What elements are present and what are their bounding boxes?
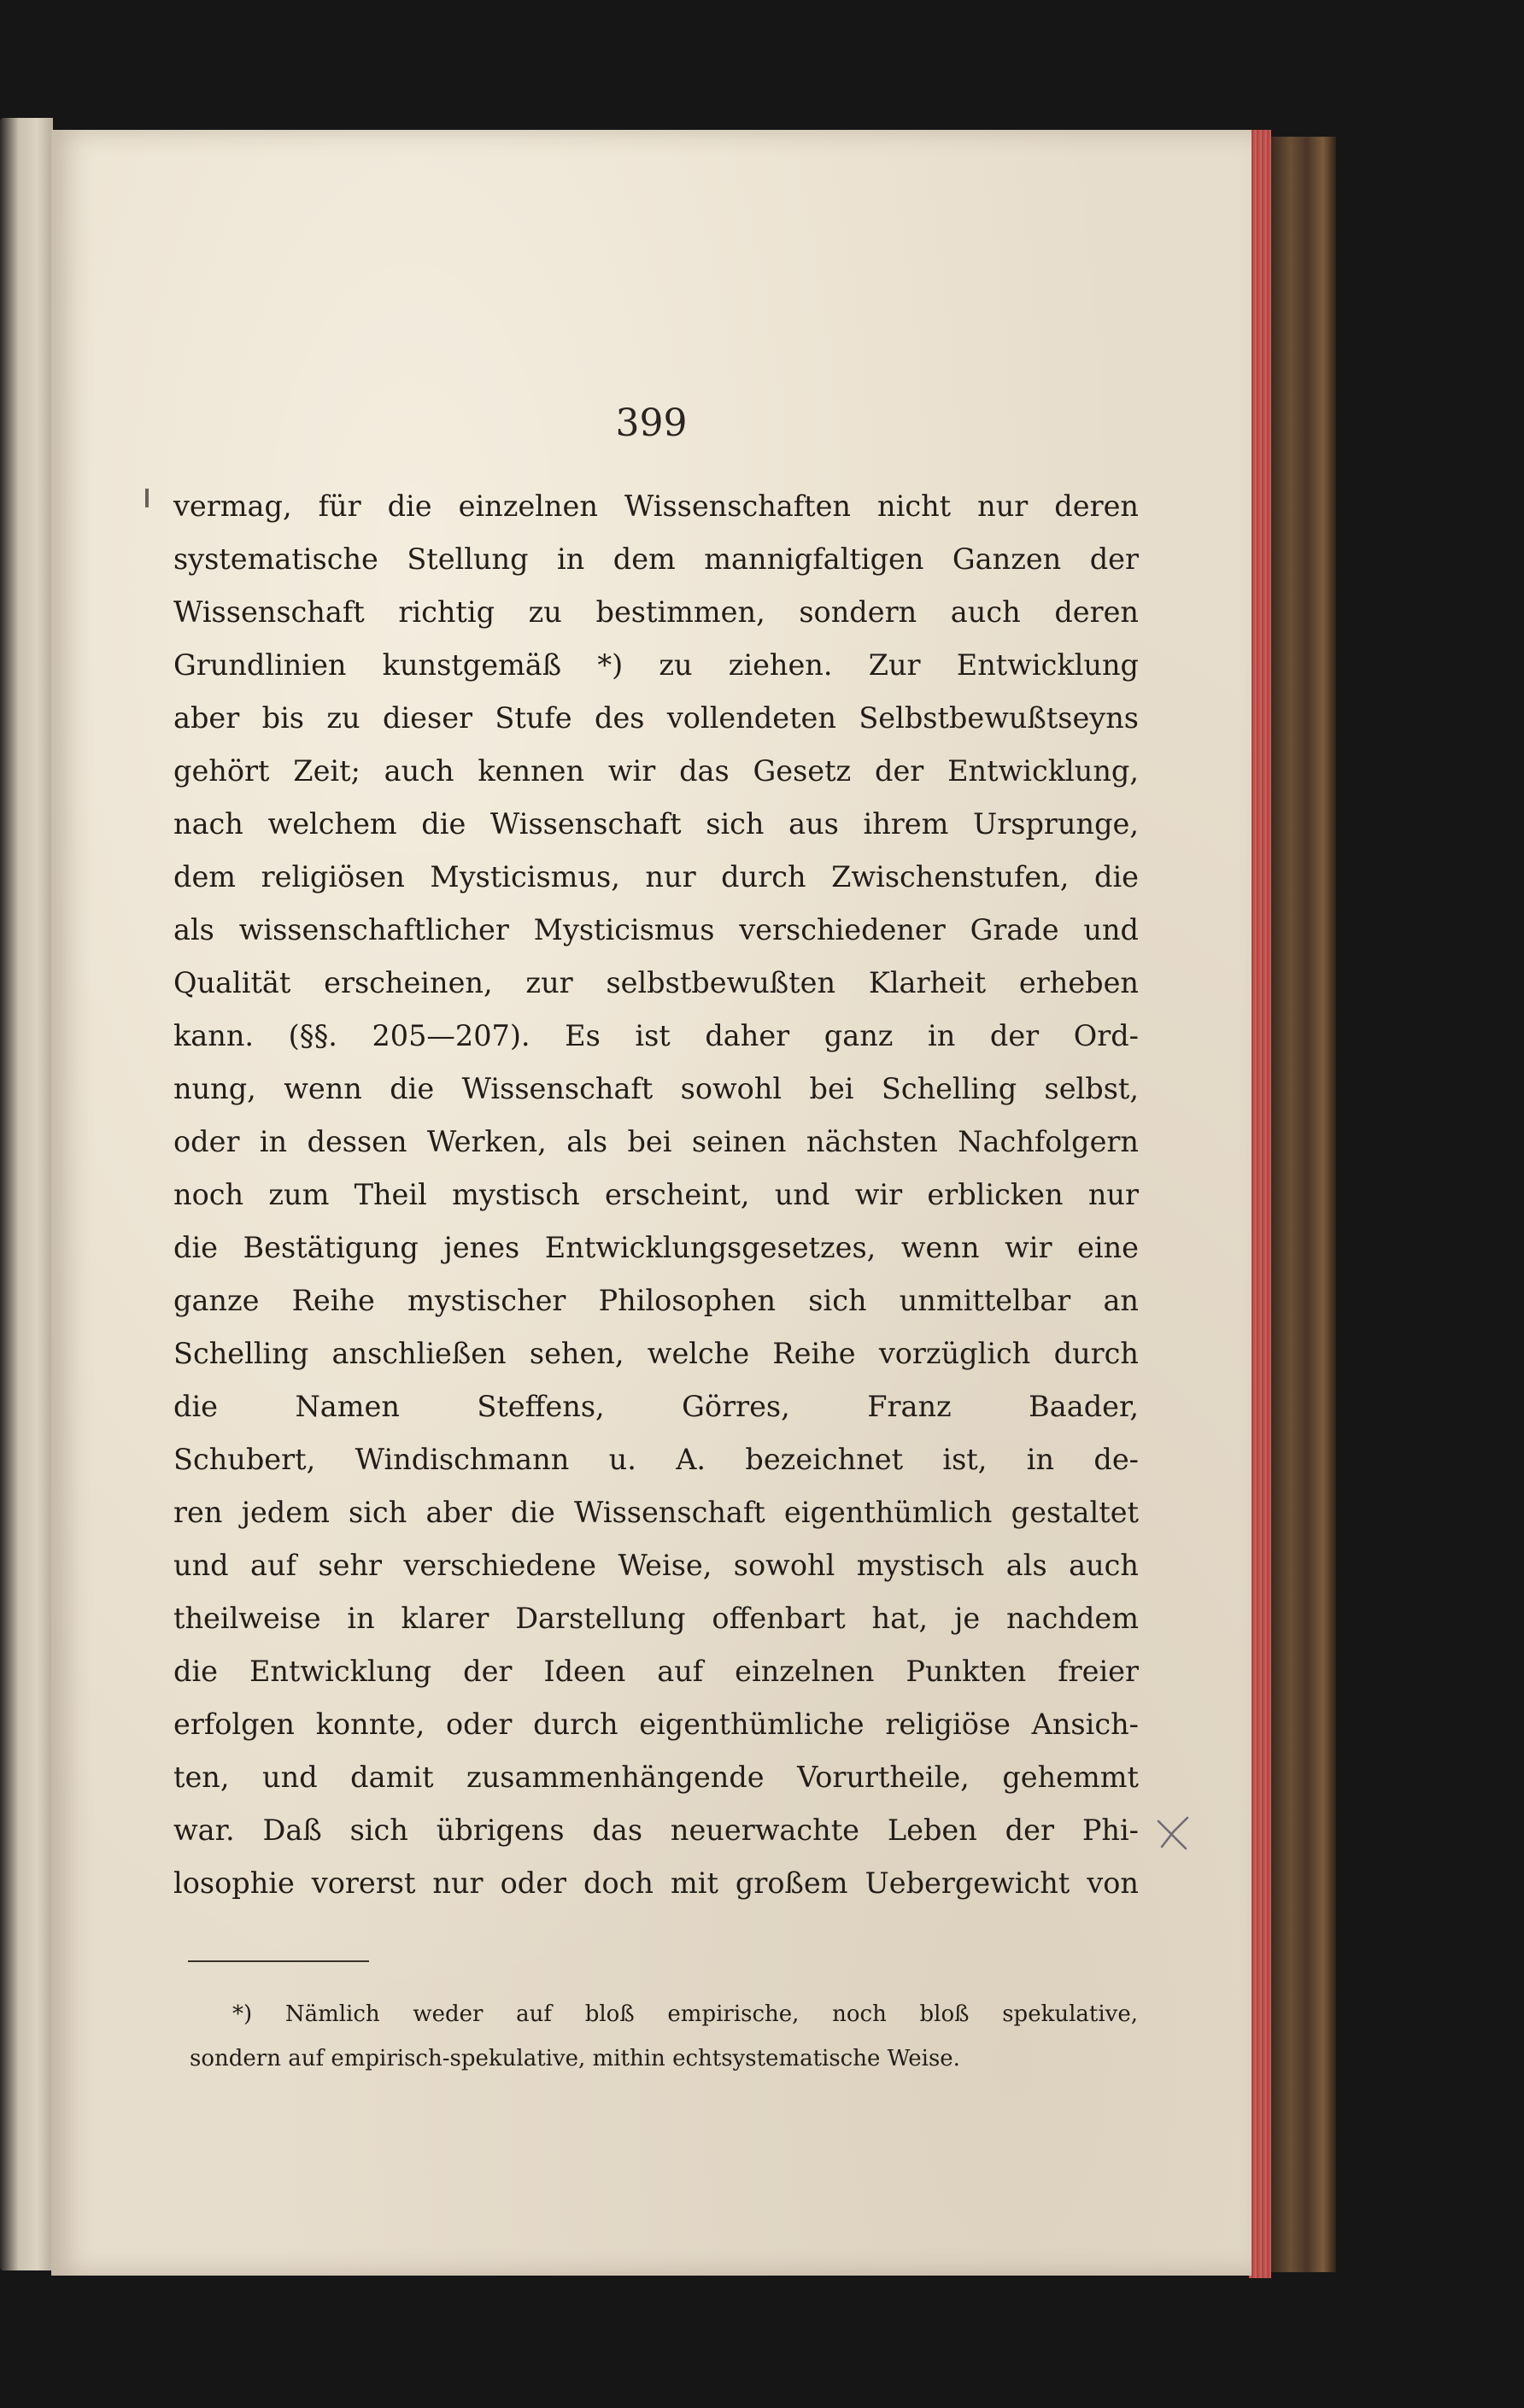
text-line: die Bestätigung jenes Entwicklungsgesetzes, wenn wir eine <box>173 1231 1139 1264</box>
margin-tick-mark <box>145 489 149 507</box>
text-line: Grundlinien kunstgemäß *) zu ziehen. Zur Entwicklung <box>173 648 1139 682</box>
text-line: nach welchem die Wissenschaft sich aus ihrem Ursprunge, <box>173 807 1139 841</box>
footnote <box>190 1992 1138 2081</box>
text-line: vermag, für die einzelnen Wissenschaften nicht nur deren <box>173 489 1139 523</box>
text-line: war. Daß sich übrigens das neuerwachte Leben der Phi- <box>173 1813 1139 1847</box>
body-text <box>173 480 1139 1910</box>
text-line: nung, wenn die Wissenschaft sowohl bei Schelling selbst, <box>173 1072 1139 1105</box>
text-line: die Namen Steffens, Görres, Franz Baader, <box>173 1390 1139 1423</box>
text-line: Qualität erscheinen, zur selbstbewußten Klarheit erheben <box>173 966 1139 999</box>
text-line: Schubert, Windischmann u. A. bezeichnet ist, in de- <box>173 1443 1139 1476</box>
text-line: Wissenschaft richtig zu bestimmen, sondern auch deren <box>173 595 1139 629</box>
book-page <box>51 130 1251 2276</box>
text-line: systematische Stellung in dem mannigfaltigen Ganzen der <box>173 542 1139 576</box>
red-page-edges <box>1249 130 1271 2278</box>
text-line: aber bis zu dieser Stufe des vollendeten Selbstbewußtseyns <box>173 701 1139 735</box>
text-line: ren jedem sich aber die Wissenschaft eigenthümlich gestaltet <box>173 1496 1139 1529</box>
left-page-edge <box>0 118 53 2270</box>
text-line: ganze Reihe mystischer Philosophen sich unmittelbar an <box>173 1284 1139 1317</box>
pencil-x-mark-icon <box>1153 1814 1193 1854</box>
text-line: dem religiösen Mysticismus, nur durch Zwischenstufen, die <box>173 860 1139 893</box>
text-line: kann. (§§. 205—207). Es ist daher ganz in der Ord- <box>173 1019 1139 1052</box>
text-line: gehört Zeit; auch kennen wir das Gesetz der Entwicklung, <box>173 754 1139 788</box>
text-line: Schelling anschließen sehen, welche Reihe vorzüglich durch <box>173 1337 1139 1370</box>
text-line: theilweise in klarer Darstellung offenbart hat, je nachdem <box>173 1602 1139 1635</box>
text-line: ten, und damit zusammenhängende Vorurtheile, gehemmt <box>173 1761 1139 1794</box>
footnote-separator <box>188 1960 369 1962</box>
text-line: als wissenschaftlicher Mysticismus verschiedener Grade und <box>173 913 1139 946</box>
text-line: losophie vorerst nur oder doch mit großem Uebergewicht von <box>173 1866 1139 1900</box>
text-line: erfolgen konnte, oder durch eigenthümliche religiöse Ansich- <box>173 1708 1139 1741</box>
text-line: die Entwicklung der Ideen auf einzelnen Punkten freier <box>173 1655 1139 1688</box>
footnote-line: sondern auf empirisch-spekulative, mithin echtsystematische Weise. <box>190 2046 960 2071</box>
text-line: oder in dessen Werken, als bei seinen nächsten Nachfolgern <box>173 1125 1139 1158</box>
footnote-line: *) Nämlich weder auf bloß empirische, noch bloß spekulative, <box>232 2001 1138 2027</box>
book-cover-edge <box>1271 137 1336 2272</box>
text-line: und auf sehr verschiedene Weise, sowohl mystisch als auch <box>173 1549 1139 1582</box>
text-line: noch zum Theil mystisch erscheint, und wir erblicken nur <box>173 1178 1139 1211</box>
page-number: 399 <box>615 401 688 445</box>
